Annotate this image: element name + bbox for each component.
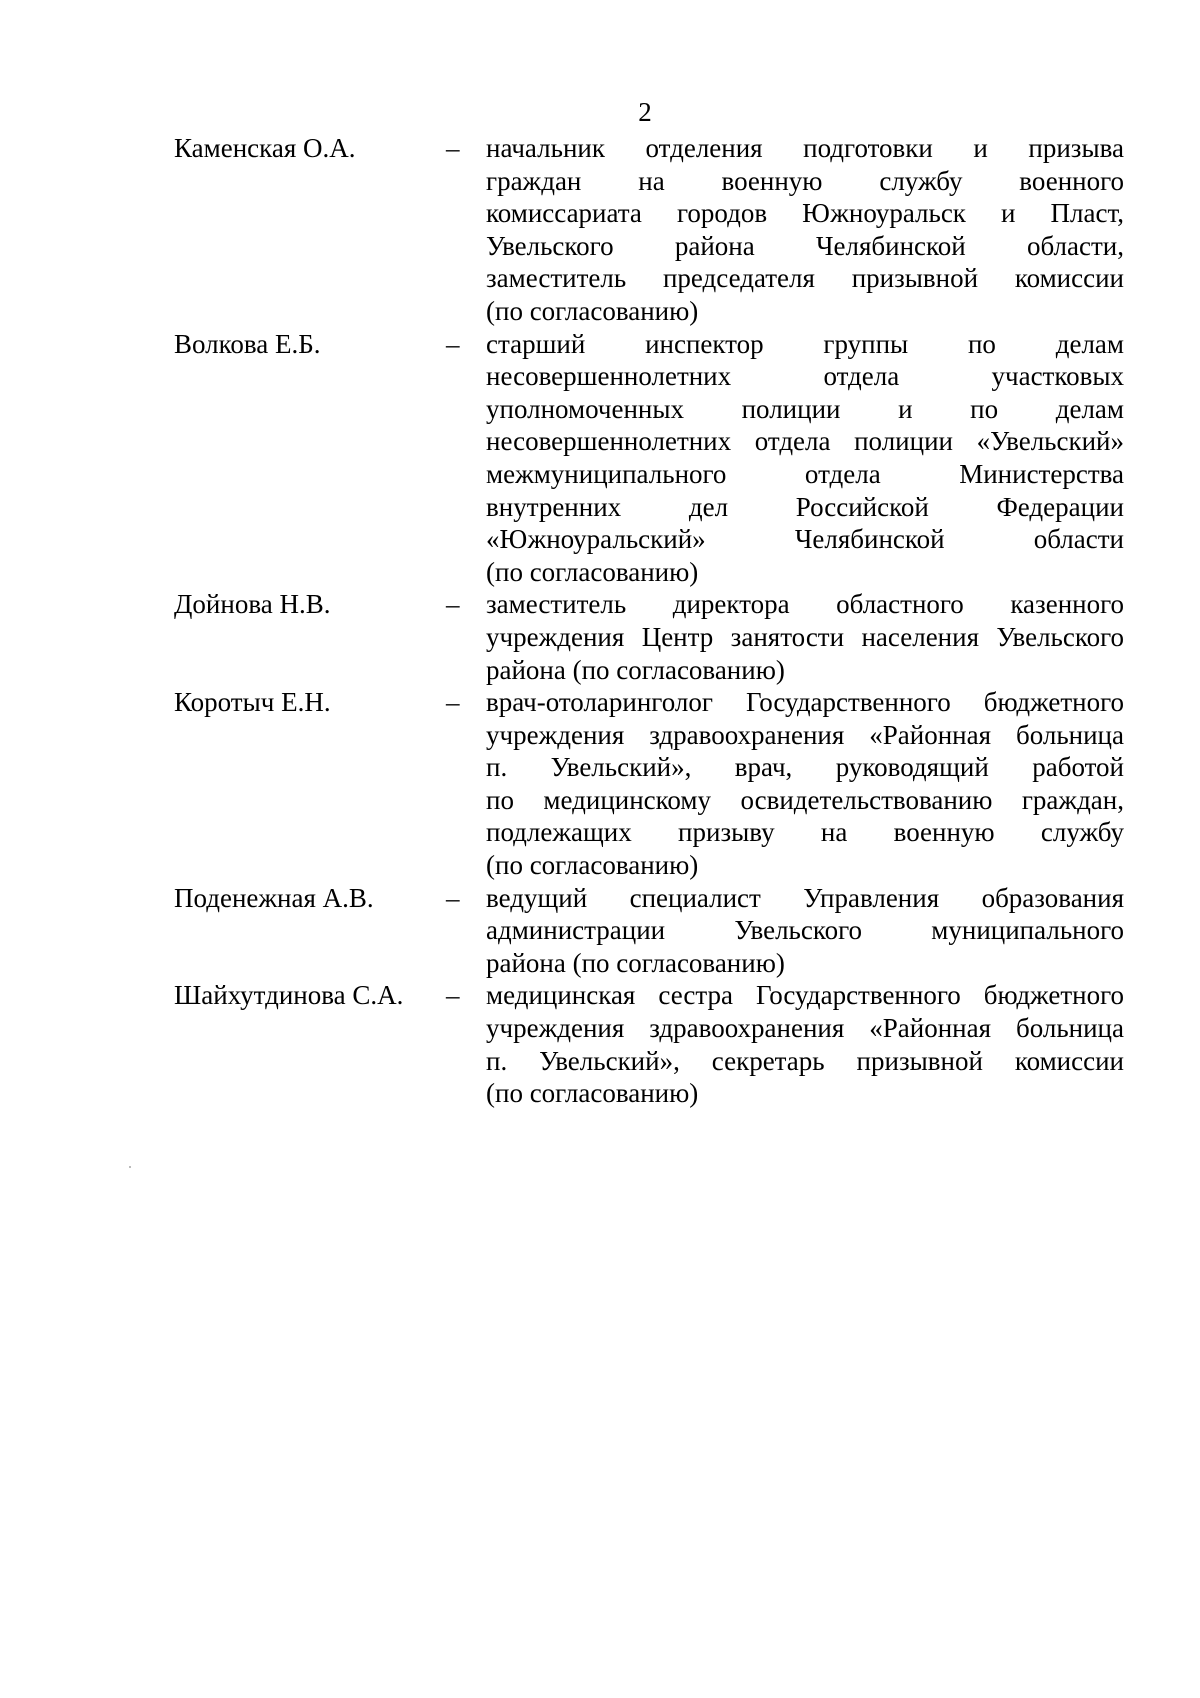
member-name: Поденежная А.В.: [174, 882, 374, 913]
commission-members-list: [174, 132, 1124, 1110]
member-position: [486, 979, 1124, 1109]
position-line: уполномоченных полиции и по делам: [486, 393, 1124, 424]
member-name: Шайхутдинова С.А.: [174, 980, 404, 1011]
member-position: [486, 588, 1124, 686]
position-line: по медицинскому освидетельствованию граждан,: [486, 784, 1124, 815]
position-line: учреждения здравоохранения «Районная больница: [486, 1013, 1124, 1044]
dash-separator: –: [446, 980, 460, 1011]
member-name: Дойнова Н.В.: [174, 589, 331, 620]
member-entry: [174, 328, 1124, 589]
position-line: учреждения здравоохранения «Районная больница: [486, 719, 1124, 750]
member-entry: [174, 588, 1124, 686]
position-line: (по согласованию): [486, 850, 699, 881]
dash-separator: –: [446, 589, 460, 620]
member-position: [486, 132, 1124, 328]
position-line: врач-отоларинголог Государственного бюджетного: [486, 687, 1124, 718]
member-position: [486, 882, 1124, 980]
member-entry: [174, 686, 1124, 882]
position-line: заместитель директора областного казенного: [486, 589, 1124, 620]
page-number: 2: [638, 97, 652, 127]
member-name: Каменская О.А.: [174, 133, 356, 163]
member-position: [486, 686, 1124, 882]
dash-separator: –: [446, 328, 460, 359]
dash-separator: –: [446, 687, 460, 718]
position-line: старший инспектор группы по делам: [486, 328, 1124, 359]
member-position: [486, 328, 1124, 589]
position-line: несовершеннолетних отдела полиции «Увельский»: [486, 426, 1124, 457]
position-line: района (по согласованию): [486, 654, 785, 685]
position-line: внутренних дел Российской Федерации: [486, 491, 1124, 522]
position-line: п. Увельский», секретарь призывной комиссии: [486, 1045, 1124, 1076]
member-entry: [174, 979, 1124, 1109]
position-line: подлежащих призыву на военную службу: [486, 817, 1124, 848]
position-line: (по согласованию): [486, 295, 699, 326]
position-line: района (по согласованию): [486, 947, 785, 978]
position-line: Увельского района Челябинской области,: [486, 230, 1124, 261]
position-line: межмуниципального отдела Министерства: [486, 458, 1124, 489]
position-line: администрации Увельского муниципального: [486, 915, 1124, 946]
position-line: несовершеннолетних отдела участковых: [486, 361, 1124, 392]
position-line: «Южноуральский» Челябинской области: [486, 524, 1124, 555]
position-line: медицинская сестра Государственного бюджетного: [486, 980, 1124, 1011]
dash-separator: –: [446, 882, 460, 913]
position-line: граждан на военную службу военного: [486, 165, 1124, 196]
dash-separator: –: [446, 133, 460, 163]
position-line: начальник отделения подготовки и призыва: [486, 133, 1124, 163]
member-name: Коротыч Е.Н.: [174, 687, 331, 718]
scan-speck: [129, 1166, 131, 1168]
member-name: Волкова Е.Б.: [174, 328, 321, 359]
position-line: п. Увельский», врач, руководящий работой: [486, 752, 1124, 783]
member-entry: [174, 882, 1124, 980]
position-line: комиссариата городов Южноуральск и Пласт,: [486, 198, 1124, 229]
position-line: ведущий специалист Управления образования: [486, 882, 1124, 913]
position-line: (по согласованию): [486, 1078, 699, 1109]
position-line: (по согласованию): [486, 556, 699, 587]
position-line: учреждения Центр занятости населения Увельского: [486, 621, 1124, 652]
member-entry: [174, 132, 1124, 328]
position-line: заместитель председателя призывной комиссии: [486, 263, 1124, 294]
